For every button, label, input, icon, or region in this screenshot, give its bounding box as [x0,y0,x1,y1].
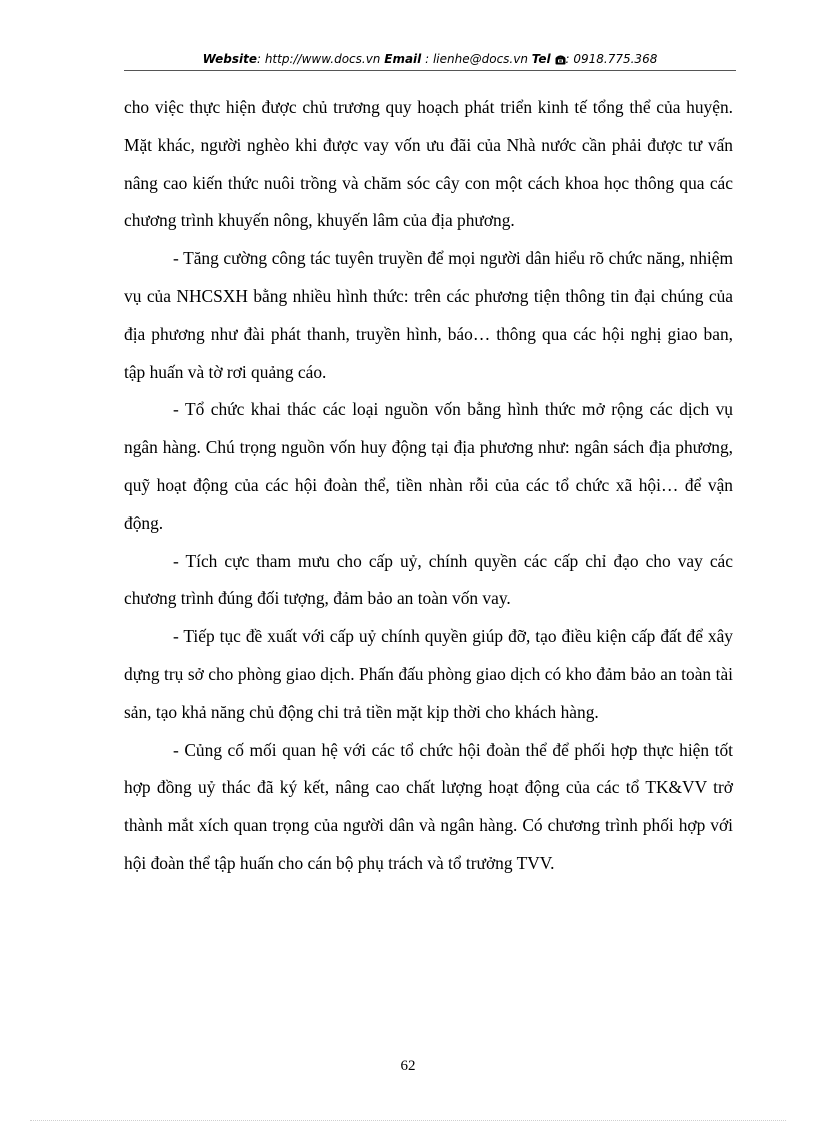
paragraph-2: - Tăng cường công tác tuyên truyền để mọi người dân hiểu rõ chức năng, nhiệm vụ của NHCSXH bằng nhiều hình thức: trên các phương tiện thông tin đại chúng của địa phương như đài phát thanh, truyền hình, báo… thông qua các hội nghị giao ban, tập huấn và tờ rơi quảng cáo. [124,248,733,382]
email-label: Email [384,52,422,66]
header-divider [124,70,736,71]
paragraph-1: cho việc thực hiện được chủ trương quy hoạch phát triển kinh tế tổng thể của huyện. Mặt khác, người nghèo khi được vay vốn ưu đãi của Nhà nước cần phải được tư vấn nâng cao kiến thức nuôi trồng và chăm sóc cây con một cách khoa học thông qua các chương trình khuyến nông, khuyến lâm của địa phương. [124,97,733,231]
paragraph-5: - Tiếp tục đề xuất với cấp uỷ chính quyền giúp đỡ, tạo điều kiện cấp đất để xây dựng trụ sở cho phòng giao dịch. Phấn đấu phòng giao dịch có kho đảm bảo an toàn tài sản, tạo khả năng chủ động chi trả tiền mặt kịp thời cho khách hàng. [124,626,733,722]
phone-icon [555,52,566,70]
website-label: Website [202,52,257,66]
email-value: : lienhe@docs.vn [425,52,528,66]
tel-value: : 0918.775.368 [565,52,658,66]
paragraph-3: - Tổ chức khai thác các loại nguồn vốn bằng hình thức mở rộng các dịch vụ ngân hàng. Chú trọng nguồn vốn huy động tại địa phương như: ngân sách địa phương, quỹ hoạt động của các hội đoàn thể, tiền nhàn rỗi của các tổ chức xã hội… để vận động. [124,399,733,533]
paragraph-6: - Củng cố mối quan hệ với các tổ chức hội đoàn thể để phối hợp thực hiện tốt hợp đồng uỷ thác đã ký kết, nâng cao chất lượng hoạt động của các tổ TK&VV trở thành mắt xích quan trọng của người dân và ngân hàng. Có chương trình phối hợp với hội đoàn thể tập huấn cho cán bộ phụ trách và tổ trưởng TVV. [124,739,733,873]
paragraph-4: - Tích cực tham mưu cho cấp uỷ, chính quyền các cấp chỉ đạo cho vay các chương trình đúng đối tượng, đảm bảo an toàn vốn vay. [124,550,733,609]
page-number: 62 [400,1058,416,1074]
page-body [124,89,733,883]
tel-label: Tel [531,52,551,66]
website-value: : http://www.docs.vn [256,52,381,66]
page-bottom-border [30,1120,786,1121]
page-header [124,50,736,70]
